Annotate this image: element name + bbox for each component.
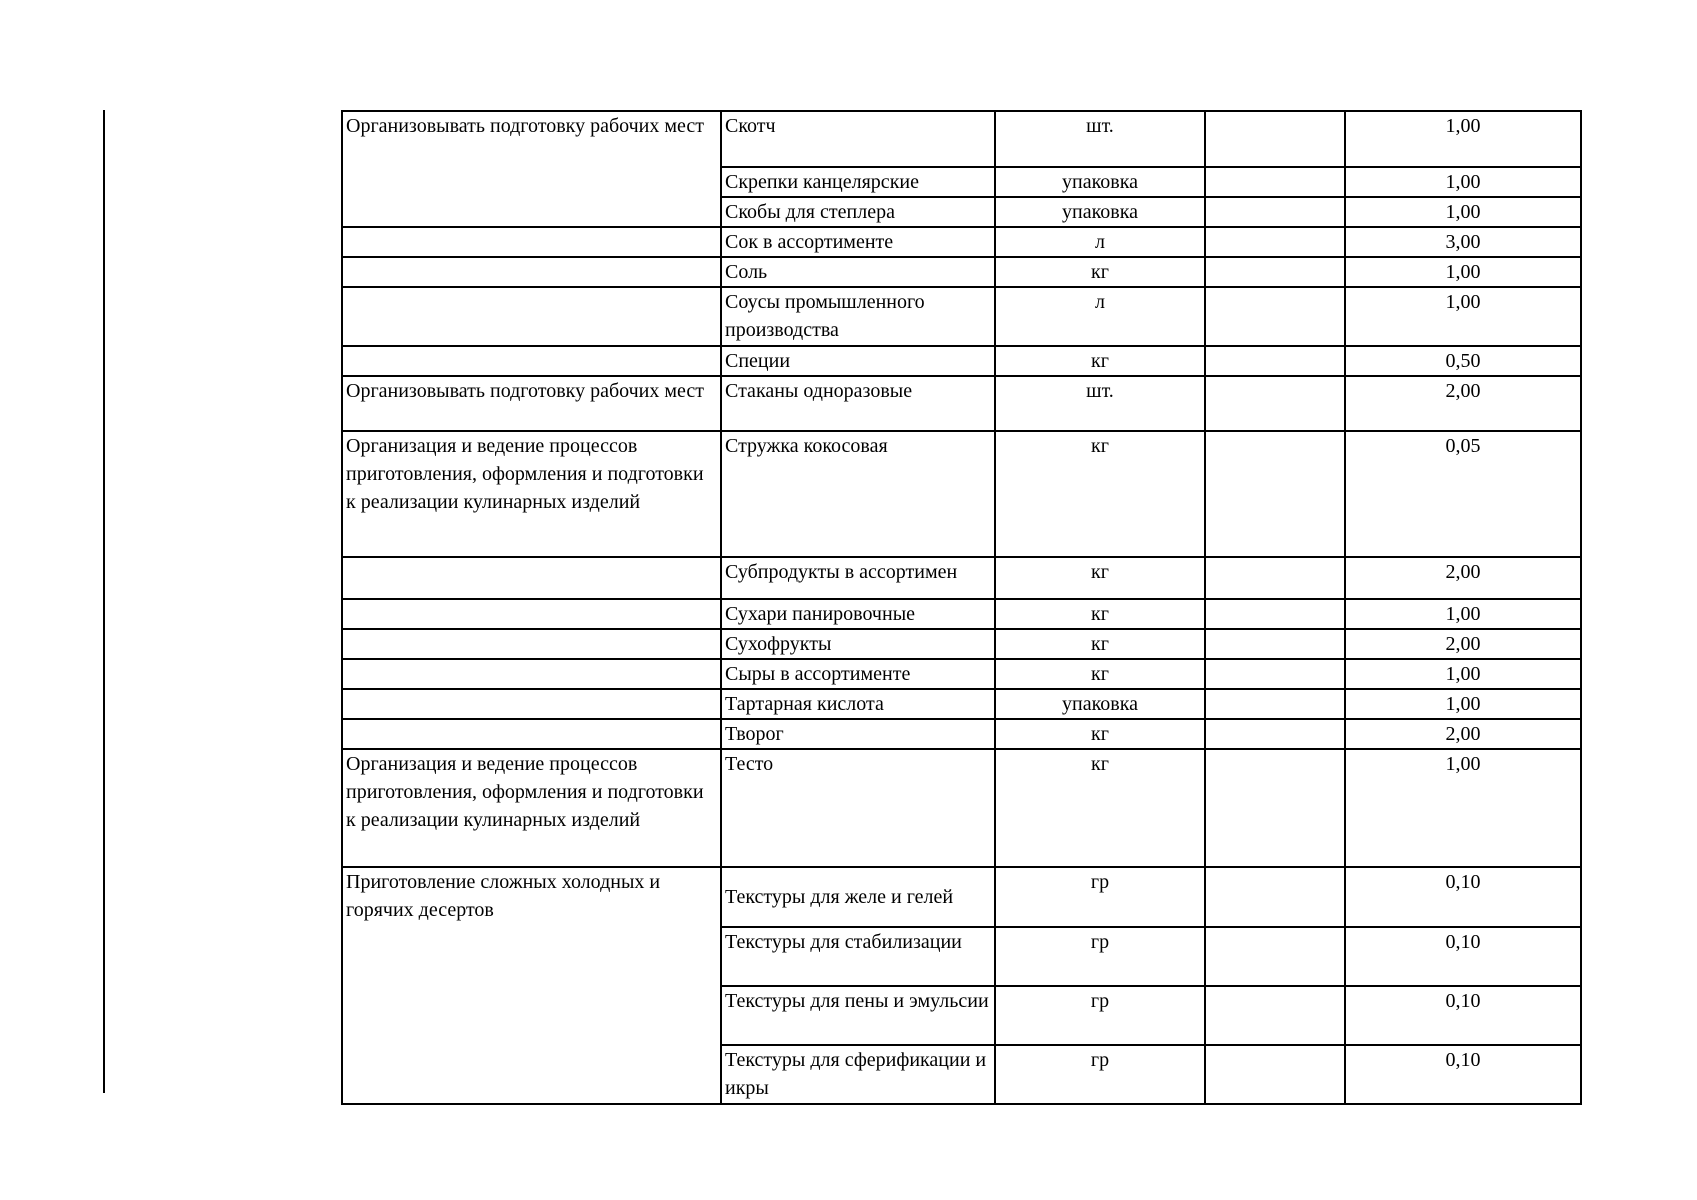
unit-cell: кг [995,431,1205,557]
unit-cell: кг [995,257,1205,287]
supplies-table [341,110,1582,1105]
table-row [342,629,1581,659]
table-row [342,227,1581,257]
page-margin-line [103,110,105,1093]
unit-cell: кг [995,599,1205,629]
item-name-cell: Субпродукты в ассортимен [721,557,995,599]
table-row [342,659,1581,689]
unit-cell: упаковка [995,197,1205,227]
quantity-cell: 0,10 [1345,1045,1581,1104]
competency-cell: Приготовление сложных холодных и горячих десертов [342,867,721,1104]
quantity-cell: 1,00 [1345,749,1581,867]
unit-cell: л [995,287,1205,346]
competency-cell [342,287,721,346]
item-name-cell: Текстуры для сферификации и икры [721,1045,995,1104]
item-name-cell: Скотч [721,111,995,167]
unit-cell: л [995,227,1205,257]
blank-cell [1205,719,1345,749]
blank-cell [1205,111,1345,167]
quantity-cell: 1,00 [1345,257,1581,287]
table-row [342,431,1581,557]
blank-cell [1205,629,1345,659]
item-name-cell: Стаканы одноразовые [721,376,995,431]
unit-cell: шт. [995,111,1205,167]
blank-cell [1205,376,1345,431]
item-name-cell: Текстуры для стабилизации [721,927,995,986]
blank-cell [1205,257,1345,287]
unit-cell: гр [995,1045,1205,1104]
blank-cell [1205,659,1345,689]
unit-cell: кг [995,659,1205,689]
item-name-cell: Текстуры для пены и эмульсии [721,986,995,1045]
quantity-cell: 1,00 [1345,599,1581,629]
table-row [342,257,1581,287]
blank-cell [1205,227,1345,257]
item-name-cell: Творог [721,719,995,749]
quantity-cell: 2,00 [1345,376,1581,431]
unit-cell: упаковка [995,167,1205,197]
blank-cell [1205,431,1345,557]
competency-cell [342,629,721,659]
unit-cell: упаковка [995,689,1205,719]
quantity-cell: 0,50 [1345,346,1581,376]
item-name-cell: Сыры в ассортименте [721,659,995,689]
unit-cell: кг [995,346,1205,376]
competency-cell [342,599,721,629]
item-name-cell: Сок в ассортименте [721,227,995,257]
competency-cell [342,557,721,599]
table-row [342,346,1581,376]
quantity-cell: 3,00 [1345,227,1581,257]
quantity-cell: 0,05 [1345,431,1581,557]
quantity-cell: 2,00 [1345,719,1581,749]
blank-cell [1205,986,1345,1045]
table-row [342,111,1581,167]
quantity-cell: 1,00 [1345,111,1581,167]
unit-cell: кг [995,557,1205,599]
blank-cell [1205,927,1345,986]
unit-cell: гр [995,986,1205,1045]
quantity-cell: 2,00 [1345,629,1581,659]
table-row [342,599,1581,629]
supplies-table-body [342,111,1581,1104]
table-row [342,287,1581,346]
quantity-cell: 0,10 [1345,867,1581,927]
item-name-cell: Скобы для степлера [721,197,995,227]
table-row [342,376,1581,431]
item-name-cell: Текстуры для желе и гелей [721,867,995,927]
blank-cell [1205,287,1345,346]
table-row [342,749,1581,867]
quantity-cell: 1,00 [1345,689,1581,719]
competency-cell: Организовывать подготовку рабочих мест [342,376,721,431]
item-name-cell: Специи [721,346,995,376]
blank-cell [1205,167,1345,197]
unit-cell: шт. [995,376,1205,431]
table-row [342,689,1581,719]
item-name-cell: Скрепки канцелярские [721,167,995,197]
competency-cell [342,227,721,257]
unit-cell: кг [995,749,1205,867]
blank-cell [1205,557,1345,599]
unit-cell: гр [995,927,1205,986]
quantity-cell: 1,00 [1345,167,1581,197]
item-name-cell: Тартарная кислота [721,689,995,719]
item-name-cell: Стружка кокосовая [721,431,995,557]
blank-cell [1205,749,1345,867]
table-row [342,867,1581,927]
unit-cell: кг [995,719,1205,749]
blank-cell [1205,1045,1345,1104]
item-name-cell: Тесто [721,749,995,867]
quantity-cell: 1,00 [1345,659,1581,689]
competency-cell [342,689,721,719]
quantity-cell: 2,00 [1345,557,1581,599]
blank-cell [1205,867,1345,927]
competency-cell [342,257,721,287]
quantity-cell: 0,10 [1345,986,1581,1045]
quantity-cell: 1,00 [1345,287,1581,346]
competency-cell [342,346,721,376]
competency-cell: Организация и ведение процессов приготовления, оформления и подготовки к реализации кулинарных изделий [342,749,721,867]
item-name-cell: Сухари панировочные [721,599,995,629]
item-name-cell: Соусы промышленного производства [721,287,995,346]
competency-cell: Организовывать подготовку рабочих мест [342,111,721,227]
quantity-cell: 1,00 [1345,197,1581,227]
item-name-cell: Соль [721,257,995,287]
table-row [342,719,1581,749]
blank-cell [1205,599,1345,629]
unit-cell: гр [995,867,1205,927]
unit-cell: кг [995,629,1205,659]
blank-cell [1205,197,1345,227]
competency-cell [342,659,721,689]
table-row [342,557,1581,599]
competency-cell: Организация и ведение процессов приготовления, оформления и подготовки к реализации кулинарных изделий [342,431,721,557]
quantity-cell: 0,10 [1345,927,1581,986]
competency-cell [342,719,721,749]
blank-cell [1205,689,1345,719]
blank-cell [1205,346,1345,376]
item-name-cell: Сухофрукты [721,629,995,659]
